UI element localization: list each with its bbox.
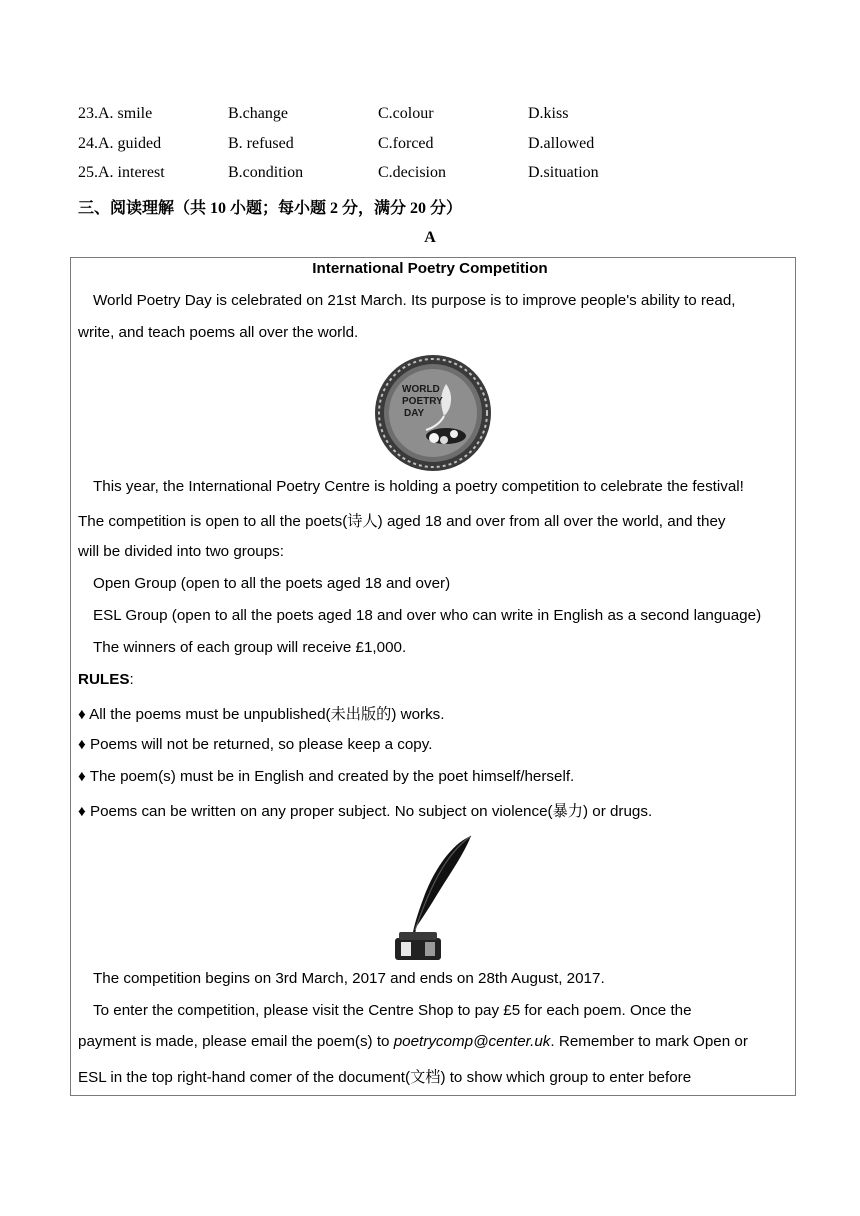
world-poetry-day-emblem (374, 354, 492, 472)
rules-heading-text: RULES (78, 671, 130, 688)
rules-heading (78, 671, 134, 688)
option-b: B.condition (228, 164, 304, 181)
entry-text: . Remember to mark Open or (550, 1033, 748, 1050)
option-row-23 (78, 105, 678, 127)
quill-inkwell-illustration (385, 834, 477, 964)
option-d: D.situation (528, 164, 599, 181)
intro-line: write, and teach poems all over the world. (78, 324, 359, 341)
esl-group-line: ESL Group (open to all the poets aged 18 and over who can write in English as a second language) (93, 607, 762, 624)
open-group-line: Open Group (open to all the poets aged 18 and over) (93, 575, 451, 592)
section-heading: 三、阅读理解（共 10 小题；每小题 2 分，满分 20 分） (78, 200, 463, 217)
option-c: C.forced (378, 135, 434, 152)
option-row-24 (78, 135, 678, 157)
option-row-25 (78, 164, 678, 186)
body-line: will be divided into two groups: (78, 543, 284, 560)
emblem-text: DAY (404, 408, 425, 419)
rule-item: ♦ All the poems must be unpublished(未出版的) works. (78, 706, 445, 723)
emblem-text: WORLD (402, 384, 440, 395)
rule-item: ♦ Poems will not be returned, so please keep a copy. (78, 736, 433, 753)
passage-letter: A (424, 229, 436, 246)
option-d: D.kiss (528, 105, 569, 122)
option-a: 25.A. interest (78, 164, 165, 181)
rule-item: ♦ Poems can be written on any proper subject. No subject on violence(暴力) or drugs. (78, 803, 653, 820)
entry-line (78, 1033, 748, 1050)
entry-text: payment is made, please email the poem(s) to (78, 1033, 394, 1050)
body-line: This year, the International Poetry Centre is holding a poetry competition to celebrate the festival! (93, 478, 744, 495)
option-a: 24.A. guided (78, 135, 162, 152)
option-a: 23.A. smile (78, 105, 153, 122)
entry-line: ESL in the top right-hand comer of the document(文档) to show which group to enter before (78, 1069, 692, 1086)
option-b: B. refused (228, 135, 294, 152)
option-b: B.change (228, 105, 288, 122)
prize-line: The winners of each group will receive £1,000. (93, 639, 407, 656)
intro-line: World Poetry Day is celebrated on 21st March. Its purpose is to improve people's ability to read, (93, 292, 736, 309)
rule-item: ♦ The poem(s) must be in English and created by the poet himself/herself. (78, 768, 575, 785)
option-d: D.allowed (528, 135, 595, 152)
body-line: The competition is open to all the poets(诗人) aged 18 and over from all over the world, and they (78, 513, 726, 530)
email-link[interactable]: poetrycomp@center.uk (393, 1033, 551, 1050)
option-c: C.decision (378, 164, 446, 181)
entry-line: To enter the competition, please visit the Centre Shop to pay £5 for each poem. Once the (93, 1002, 692, 1019)
dates-line: The competition begins on 3rd March, 2017 and ends on 28th August, 2017. (93, 970, 605, 987)
passage-title: International Poetry Competition (312, 260, 548, 277)
emblem-text: POETRY (402, 396, 443, 407)
option-c: C.colour (378, 105, 434, 122)
rules-heading-colon: : (129, 671, 134, 688)
